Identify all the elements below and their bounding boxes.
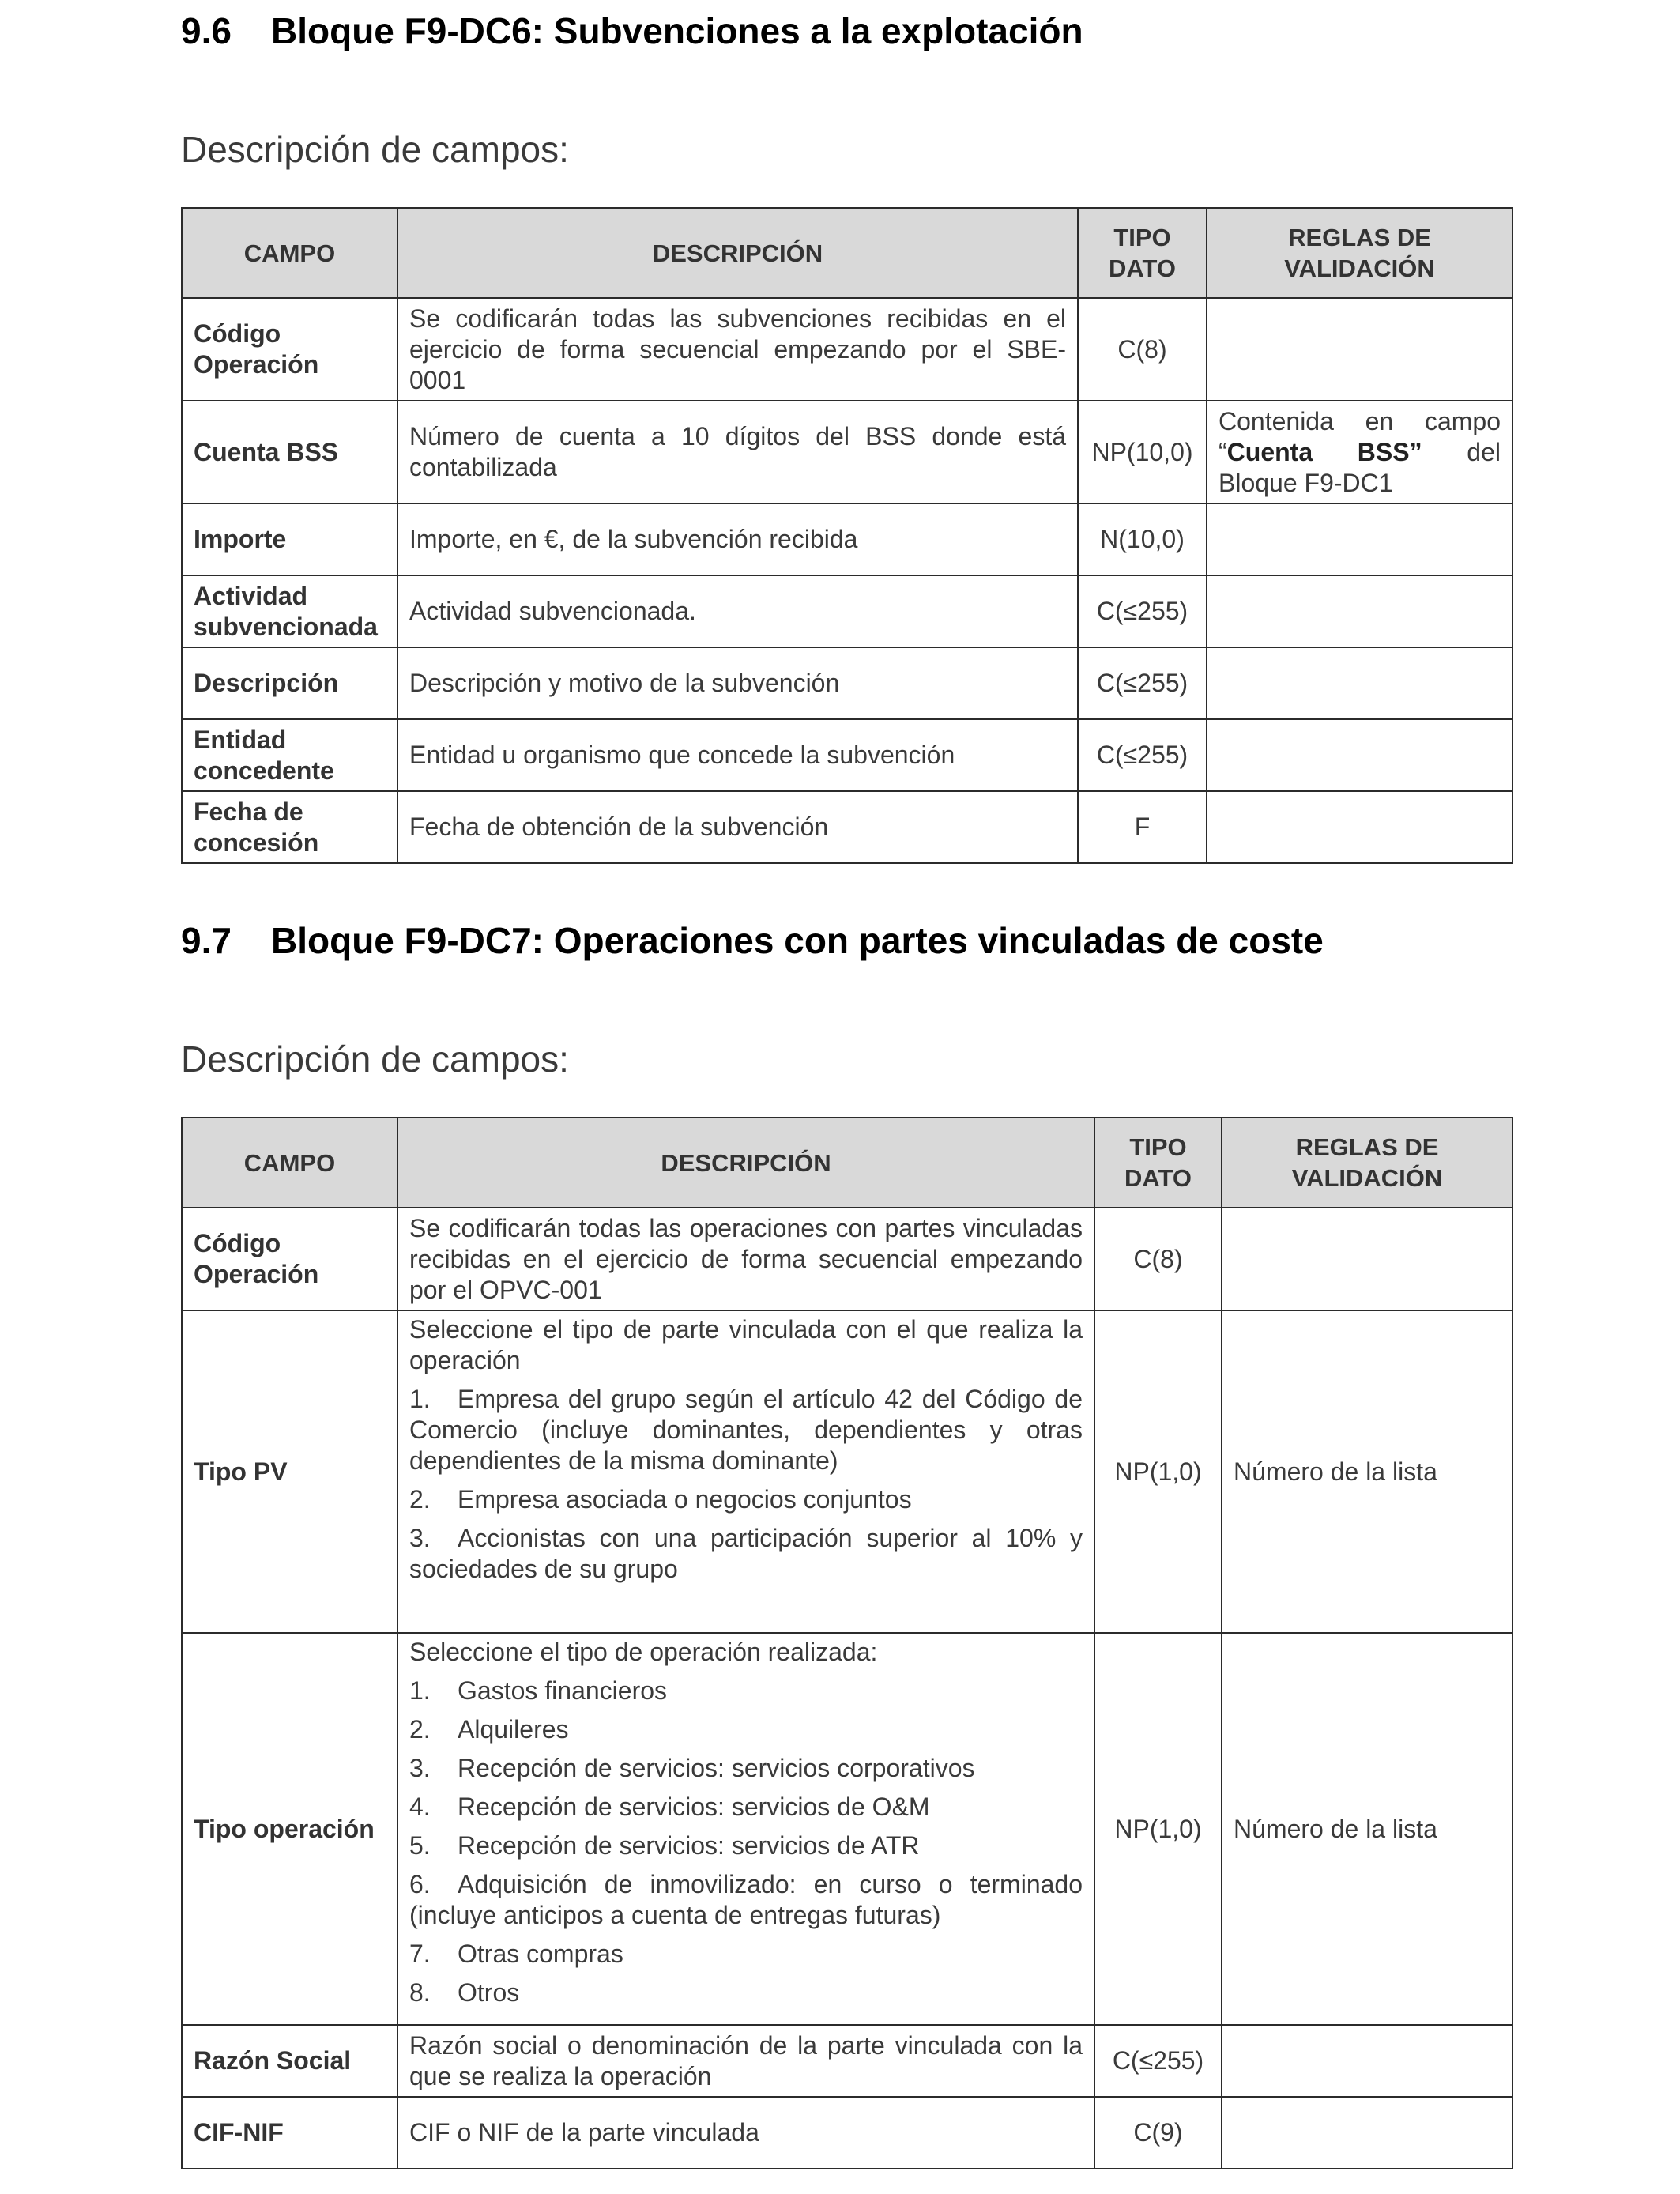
header-campo: CAMPO (182, 208, 397, 298)
tipo-operacion-description: Seleccione el tipo de operación realizada: 1. Gastos financieros 2. Alquileres 3. Recepción de servicios: servicios corporativos 4. Recepción de servicios: servicios de O&M 5. Recepción de servicios: servicios de ATR 6. Adquisición de inmovilizado: en curso o terminado (incluye anticipos a cuenta de entregas futuras) 7. Otras compras 8. Otros (397, 1633, 1094, 2025)
fields-table-9-7 (181, 1117, 1513, 2169)
table-row: Razón Social Razón social o denominación de la parte vinculada con la que se realiza la operación C(≤255) (182, 2025, 1512, 2097)
table-header-row (182, 208, 1512, 298)
table-row: Entidad concedente Entidad u organismo que concede la subvención C(≤255) (182, 719, 1512, 791)
table-row: CIF-NIF CIF o NIF de la parte vinculada C(9) (182, 2097, 1512, 2169)
list-item: 2. Empresa asociada o negocios conjuntos (409, 1485, 912, 1514)
table-header-row (182, 1118, 1512, 1208)
section-title-9-6: 9.6 Bloque F9-DC6: Subvenciones a la explotación (181, 10, 1083, 51)
list-item: 1. Empresa del grupo según el artículo 42 del Código de Comercio (incluye dominantes, dependientes y otras dependientes de la misma dominante) (409, 1385, 1083, 1475)
list-item: 3. Accionistas con una participación superior al 10% y sociedades de su grupo (409, 1524, 1083, 1583)
header-tipo-dato: TIPO DATO (1078, 208, 1207, 298)
table-row: Cuenta BSS Número de cuenta a 10 dígitos del BSS donde está contabilizada NP(10,0) Contenida en campo “Cuenta BSS” del Bloque F9-DC1 (182, 401, 1512, 503)
list-item: 7. Otras compras (409, 1940, 623, 1968)
list-item: 1. Gastos financieros (409, 1676, 668, 1705)
list-item: 5. Recepción de servicios: servicios de ATR (409, 1831, 920, 1860)
table-row: Descripción Descripción y motivo de la subvención C(≤255) (182, 647, 1512, 719)
list-item: 8. Otros (409, 1978, 520, 2007)
list-item: 2. Alquileres (409, 1715, 569, 1744)
header-reglas: REGLAS DE VALIDACIÓN (1222, 1118, 1512, 1208)
table-row: Importe Importe, en €, de la subvención recibida N(10,0) (182, 503, 1512, 575)
validation-rule: Contenida en campo “Cuenta BSS” del Bloque F9-DC1 (1207, 401, 1512, 503)
table-row: Tipo operación Seleccione el tipo de operación realizada: 1. Gastos financieros 2. Alquileres 3. Recepción de servicios: servicios corporativos 4. Recepción de servicios: servicios de O&M 5. Recepción de servicios: servicios de ATR 6. Adquisición de inmovilizado: en curso o terminado (incluye anticipos a cuenta de entregas futuras) 7. Otras compras 8. Otros NP(1,0) Número de la lista (182, 1633, 1512, 2025)
table-row: Fecha de concesión Fecha de obtención de la subvención F (182, 791, 1512, 863)
table-row: Actividad subvencionada Actividad subvencionada. C(≤255) (182, 575, 1512, 647)
header-descripcion: DESCRIPCIÓN (397, 1118, 1094, 1208)
header-campo: CAMPO (182, 1118, 397, 1208)
header-tipo-dato: TIPO DATO (1094, 1118, 1222, 1208)
list-item: 6. Adquisición de inmovilizado: en curso o terminado (incluye anticipos a cuenta de entregas futuras) (409, 1870, 1083, 1929)
section-title-9-7: 9.7 Bloque F9-DC7: Operaciones con partes vinculadas de coste (181, 920, 1324, 961)
header-descripcion: DESCRIPCIÓN (397, 208, 1078, 298)
list-item: 3. Recepción de servicios: servicios corporativos (409, 1754, 975, 1782)
table-row: Código Operación Se codificarán todas las subvenciones recibidas en el ejercicio de forma secuencial empezando por el SBE-0001 C(8) (182, 298, 1512, 401)
list-item: 4. Recepción de servicios: servicios de O&M (409, 1793, 930, 1821)
fields-description-heading-9-6: Descripción de campos: (181, 129, 569, 170)
fields-description-heading-9-7: Descripción de campos: (181, 1039, 569, 1080)
table-row: Tipo PV Seleccione el tipo de parte vinculada con el que realiza la operación 1. Empresa del grupo según el artículo 42 del Código de Comercio (incluye dominantes, dependientes y otras dependientes de la misma dominante) 2. Empresa asociada o negocios conjuntos 3. Accionistas con una participación superior al 10% y sociedades de su grupo NP(1,0) Número de la lista (182, 1310, 1512, 1633)
header-reglas: REGLAS DE VALIDACIÓN (1207, 208, 1512, 298)
tipo-pv-description: Seleccione el tipo de parte vinculada con el que realiza la operación 1. Empresa del grupo según el artículo 42 del Código de Comercio (incluye dominantes, dependientes y otras dependientes de la misma dominante) 2. Empresa asociada o negocios conjuntos 3. Accionistas con una participación superior al 10% y sociedades de su grupo (397, 1310, 1094, 1633)
fields-table-9-6 (181, 207, 1513, 864)
table-row: Código Operación Se codificarán todas las operaciones con partes vinculadas recibidas en el ejercicio de forma secuencial empezando por el OPVC-001 C(8) (182, 1208, 1512, 1310)
